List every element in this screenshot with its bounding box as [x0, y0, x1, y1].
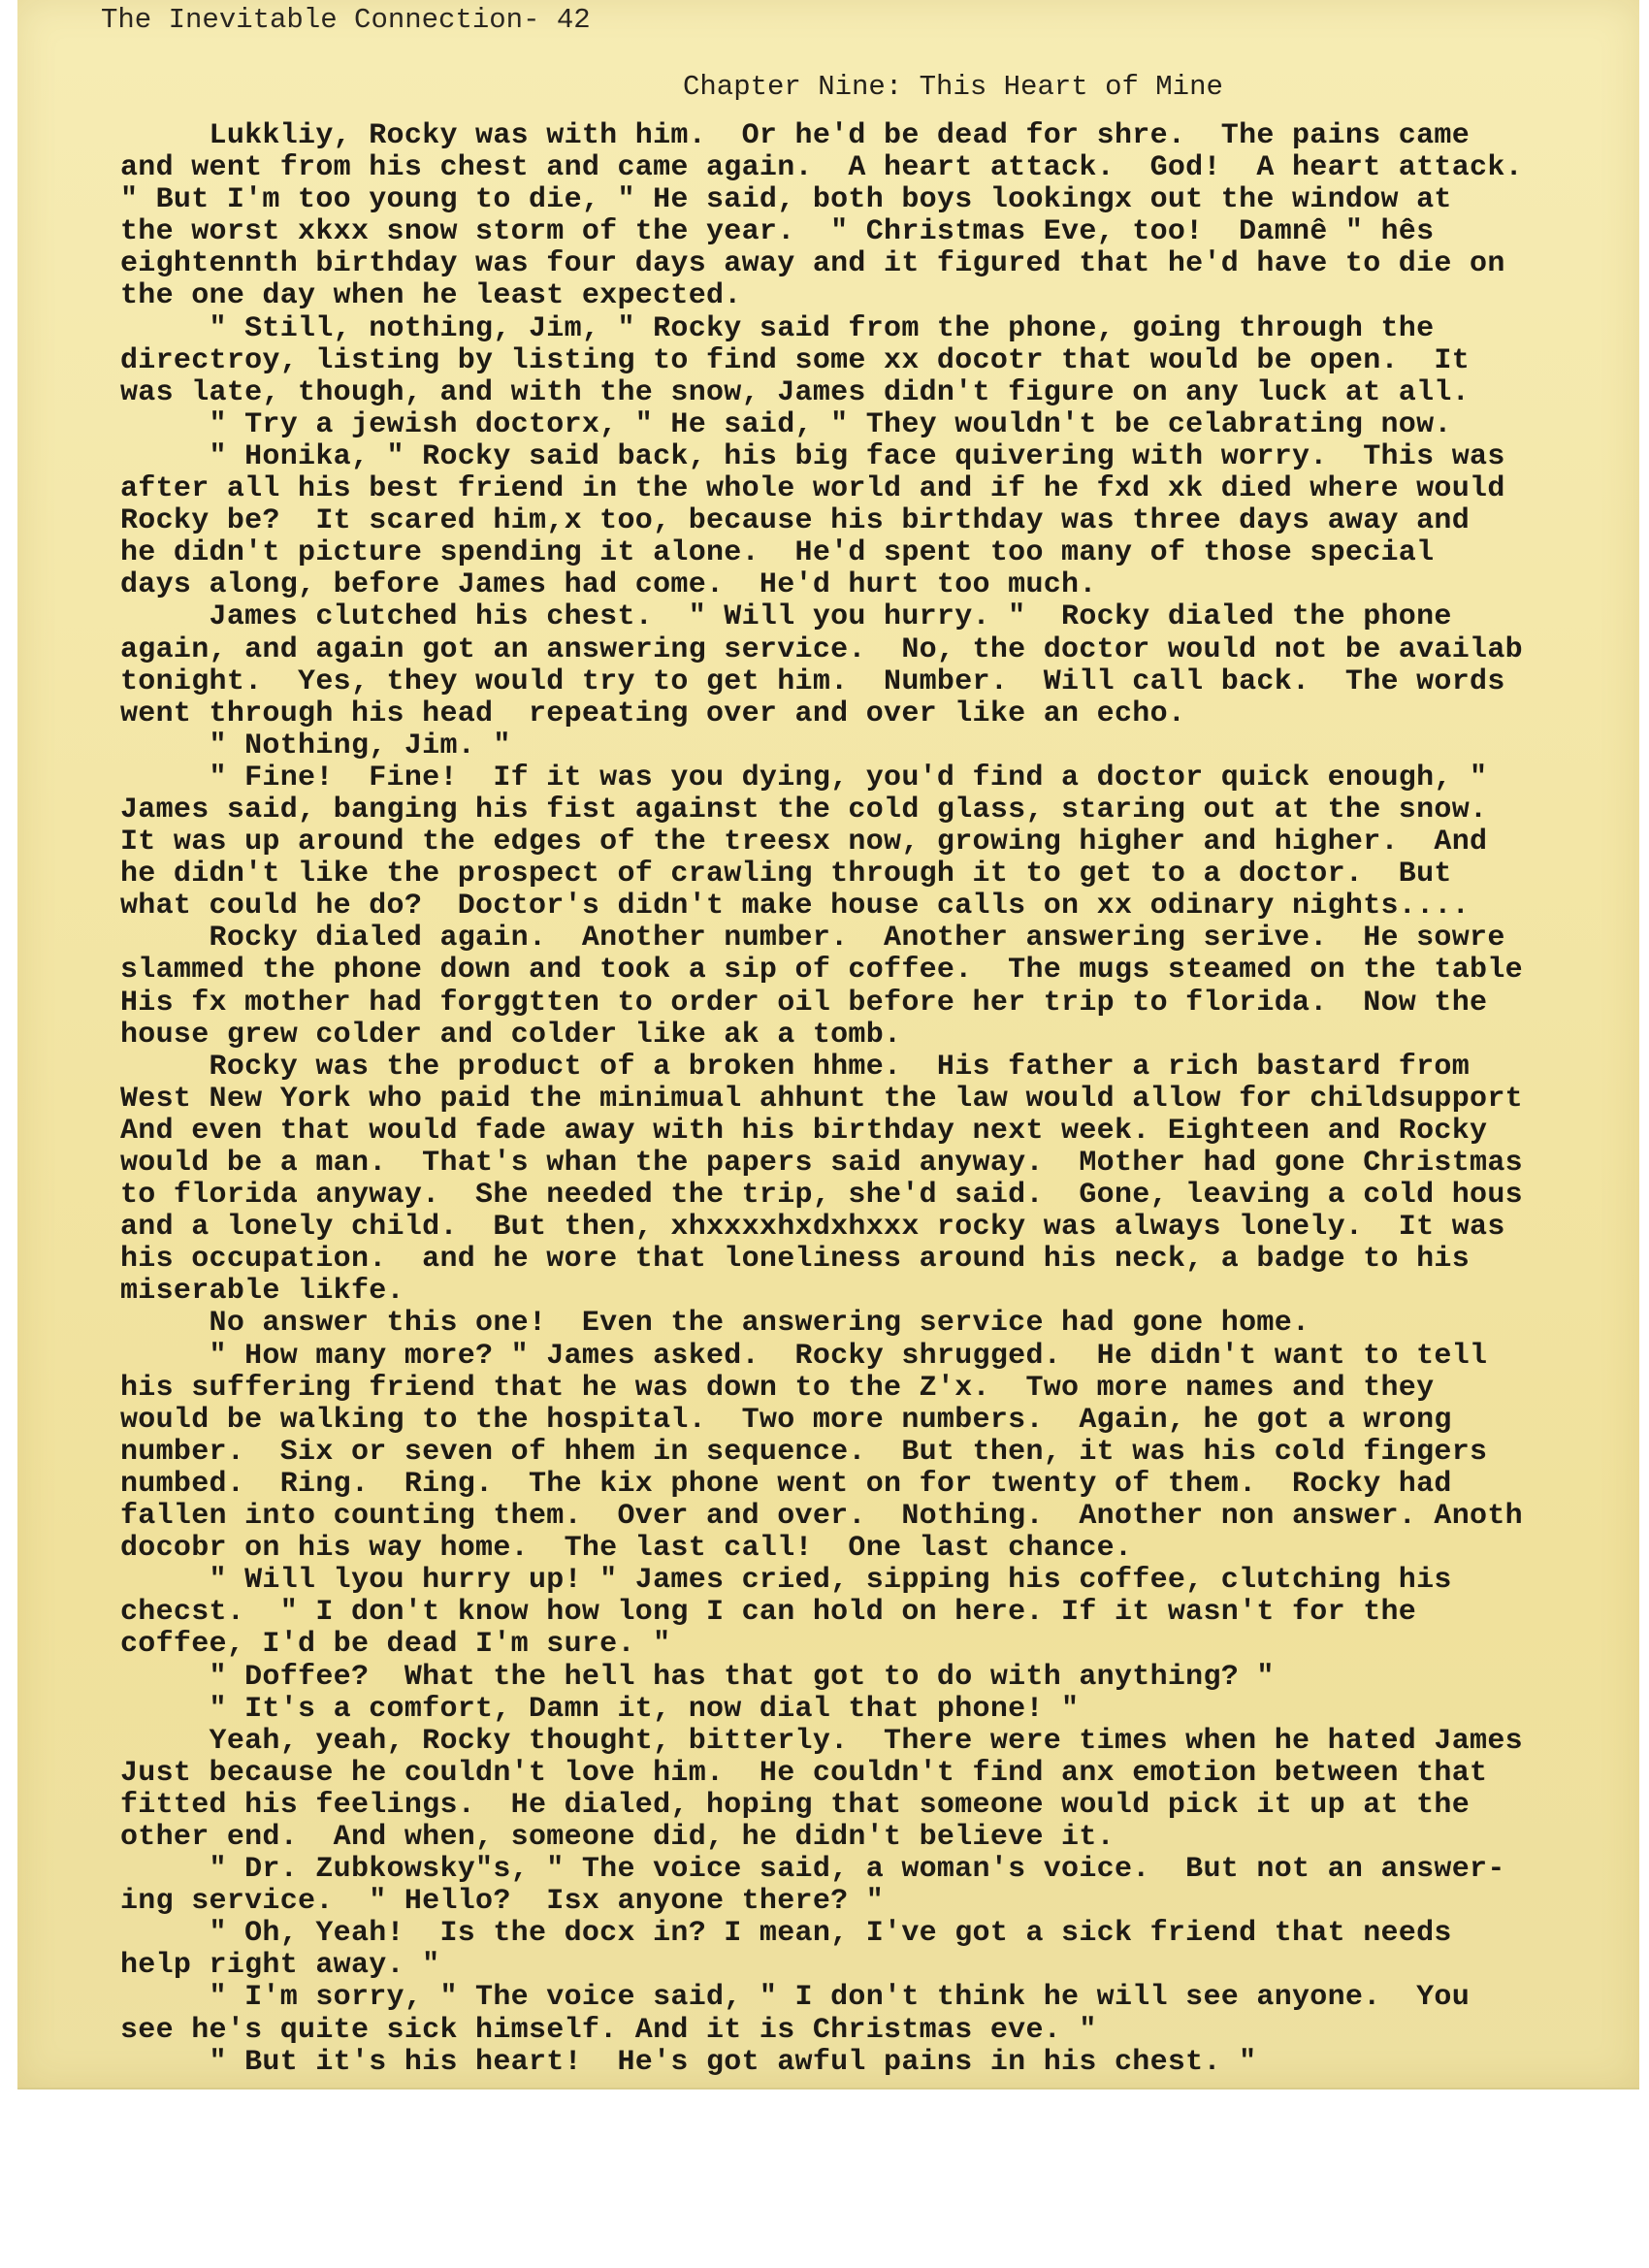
text-line: It was up around the edges of the treesx now, growing higher and higher. And: [120, 826, 1488, 859]
text-line: His fx mother had forggtten to order oil before her trip to florida. Now the: [120, 986, 1488, 1020]
text-line: slammed the phone down and took a sip of coffee. The mugs steamed on the table: [120, 954, 1523, 988]
text-line: and a lonely child. But then, xhxxxxhxdxhxxx rocky was always lonely. It was: [120, 1211, 1505, 1245]
text-line: Lukkliy, Rocky was with him. Or he'd be dead for shre. The pains came: [120, 120, 1471, 152]
text-line: directroy, listing by listing to find some xx docotr that would be open. It: [120, 343, 1471, 377]
text-line: he didn't like the prospect of crawling through it to get to a doctor. But: [120, 858, 1452, 891]
text-line: " How many more? " James asked. Rocky shrugged. He didn't want to tell: [120, 1339, 1488, 1373]
text-line: his suffering friend that he was down to the Z'x. Two more names and they: [120, 1371, 1435, 1405]
text-line: Rocky was the product of a broken hhme. His father a rich bastard from: [120, 1050, 1471, 1084]
text-line: " It's a comfort, Damn it, now dial that phone! ": [120, 1692, 1080, 1726]
text-line: after all his best friend in the whole world and if he fxd xk died where would: [120, 472, 1505, 506]
text-line: " Try a jewish doctorx, " He said, " They wouldn't be celabrating now.: [120, 407, 1452, 441]
text-line: ing service. " Hello? Isx anyone there? ": [120, 1885, 885, 1919]
text-line: would be walking to the hospital. Two more numbers. Again, he got a wrong: [120, 1403, 1452, 1437]
text-line: " But it's his heart! He's got awful pains in his chest. ": [120, 2045, 1257, 2079]
chapter-title: Chapter Nine: This Heart of Mine: [683, 71, 1223, 103]
text-line: James clutched his chest. " Will you hurry. " Rocky dialed the phone: [120, 600, 1452, 634]
text-line: docobr on his way home. The last call! One last chance.: [120, 1532, 1133, 1566]
text-line: what could he do? Doctor's didn't make house calls on xx odinary nights....: [120, 890, 1471, 923]
text-line: and went from his chest and came again. A heart attack. God! A heart attack.: [120, 151, 1523, 185]
text-line: " I'm sorry, " The voice said, " I don't think he will see anyone. You: [120, 1981, 1471, 2015]
text-line: " But I'm too young to die, " He said, both boys lookingx out the window at: [120, 183, 1452, 217]
text-line: Rocky dialed again. Another number. Another answering serive. He sowre: [120, 922, 1505, 956]
text-line: " Honika, " Rocky said back, his big face quivering with worry. This was: [120, 439, 1505, 473]
text-line: " Doffee? What the hell has that got to do with anything? ": [120, 1660, 1275, 1694]
text-line: Just because he couldn't love him. He couldn't find anx emotion between that: [120, 1756, 1488, 1790]
manuscript-body: [120, 120, 1649, 2079]
text-line: other end. And when, someone did, he didn't believe it.: [120, 1820, 1115, 1854]
text-line: tonight. Yes, they would try to get him. Number. Will call back. The words: [120, 664, 1505, 698]
text-line: West New York who paid the minimual ahhunt the law would allow for childsupport: [120, 1082, 1523, 1116]
text-line: days along, before James had come. He'd hurt too much.: [120, 568, 1097, 602]
text-line: And even that would fade away with his birthday next week. Eighteen and Rocky: [120, 1114, 1488, 1148]
text-line: Yeah, yeah, Rocky thought, bitterly. There were times when he hated James: [120, 1724, 1523, 1758]
text-line: the one day when he least expected.: [120, 279, 742, 313]
text-line: he didn't picture spending it alone. He'd spent too many of those special: [120, 536, 1435, 570]
text-line: " Will lyou hurry up! " James cried, sipping his coffee, clutching his: [120, 1564, 1452, 1598]
text-line: " Nothing, Jim. ": [120, 729, 511, 762]
text-line: to florida anyway. She needed the trip, she'd said. Gone, leaving a cold hous: [120, 1179, 1523, 1213]
text-line: would be a man. That's whan the papers said anyway. Mother had gone Christmas: [120, 1147, 1523, 1180]
text-line: number. Six or seven of hhem in sequence. But then, it was his cold fingers: [120, 1435, 1488, 1469]
text-line: James said, banging his fist against the cold glass, staring out at the snow.: [120, 793, 1488, 826]
page-header: The Inevitable Connection- 42: [101, 4, 591, 36]
text-line: fallen into counting them. Over and over. Nothing. Another non answer. Anoth: [120, 1500, 1523, 1534]
text-line: miserable likfe.: [120, 1275, 404, 1309]
text-line: see he's quite sick himself. And it is Christmas eve. ": [120, 2013, 1097, 2047]
text-line: help right away. ": [120, 1949, 440, 1983]
text-line: again, and again got an answering service. No, the doctor would not be availab: [120, 632, 1523, 666]
text-line: numbed. Ring. Ring. The kix phone went on for twenty of them. Rocky had: [120, 1467, 1452, 1501]
text-line: " Fine! Fine! If it was you dying, you'd find a doctor quick enough, ": [120, 761, 1488, 794]
text-line: went through his head repeating over and over like an echo.: [120, 697, 1186, 730]
text-line: coffee, I'd be dead I'm sure. ": [120, 1628, 671, 1662]
text-line: house grew colder and colder like ak a tomb.: [120, 1018, 902, 1052]
text-line: checst. " I don't know how long I can hold on here. If it wasn't for the: [120, 1596, 1417, 1630]
text-line: " Oh, Yeah! Is the docx in? I mean, I've got a sick friend that needs: [120, 1917, 1452, 1951]
text-line: his occupation. and he wore that loneliness around his neck, a badge to his: [120, 1243, 1471, 1277]
text-line: eightennth birthday was four days away and it figured that he'd have to die on: [120, 247, 1505, 281]
text-line: " Dr. Zubkowsky"s, " The voice said, a woman's voice. But not an answer-: [120, 1853, 1505, 1887]
text-line: Rocky be? It scared him,x too, because his birthday was three days away and: [120, 504, 1471, 538]
text-line: " Still, nothing, Jim, " Rocky said from the phone, going through the: [120, 311, 1435, 345]
text-line: the worst xkxx snow storm of the year. " Christmas Eve, too! Damnê " hês: [120, 215, 1435, 249]
text-line: was late, though, and with the snow, James didn't figure on any luck at all.: [120, 375, 1471, 409]
text-line: fitted his feelings. He dialed, hoping that someone would pick it up at the: [120, 1788, 1471, 1822]
text-line: No answer this one! Even the answering service had gone home.: [120, 1307, 1310, 1341]
typewritten-page: [17, 0, 1639, 2090]
